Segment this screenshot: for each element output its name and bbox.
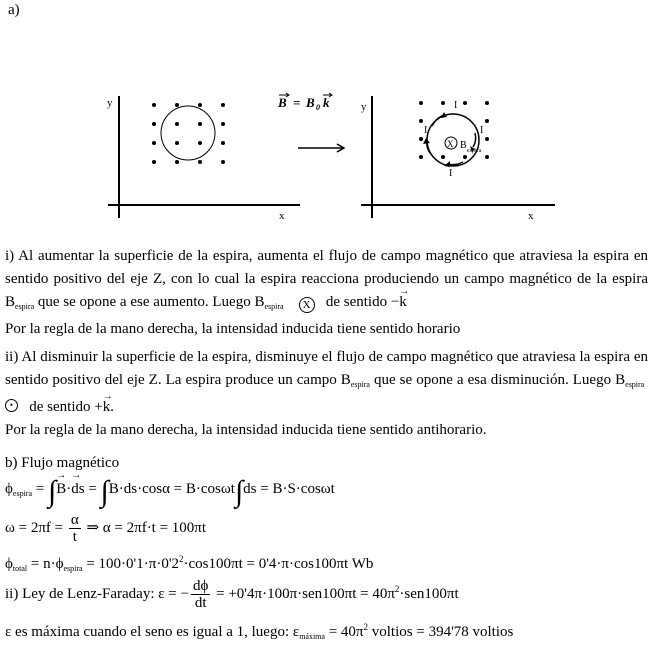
para-ii-sub1: espira xyxy=(350,380,370,389)
eq2-frac xyxy=(69,512,81,545)
field-dot xyxy=(221,122,225,126)
eq4-pow: 2 xyxy=(394,583,400,594)
eq3-rest2: ·cos100πt = 0'4·π·cos100πt Wb xyxy=(183,556,374,572)
right-x-label: x xyxy=(528,210,534,222)
eq2-left: ω = 2πf = xyxy=(5,519,67,536)
field-dot xyxy=(485,137,489,141)
field-dot xyxy=(198,122,202,126)
eq1-sub: espira xyxy=(12,489,33,498)
transition-arrow xyxy=(298,144,344,152)
eq1-rest: = xyxy=(84,481,101,497)
field-dot xyxy=(175,122,179,126)
eq2-den: t xyxy=(72,529,77,545)
eq4-mid: = +0'4π·100π·sen100πt = 40π xyxy=(212,585,395,602)
current-label-right: I xyxy=(480,125,484,136)
eq1-phi: ϕ xyxy=(5,481,13,497)
field-dot xyxy=(221,160,225,164)
eq-equals: = xyxy=(293,95,301,110)
eq2-num: α xyxy=(70,512,79,528)
current-label-bottom: I xyxy=(449,168,453,179)
eq4-den: dt xyxy=(194,595,207,611)
eq4-num: dϕ xyxy=(192,578,209,594)
field-dot xyxy=(175,160,179,164)
faraday-equation xyxy=(5,578,459,611)
field-dot xyxy=(485,119,489,123)
out-of-page-symbol: • xyxy=(5,399,18,412)
magnetic-flux-figure xyxy=(0,88,659,228)
left-diagram xyxy=(108,96,300,218)
para-ii-text1: ii) Al disminuir la superficie de la espira, disminuye el flujo de campo magnético que atraviesa la espira en sentido positivo del eje Z. La espira produce un campo B xyxy=(5,349,648,388)
eq-b0: B xyxy=(306,95,315,110)
field-dot xyxy=(441,101,445,105)
field-dot xyxy=(198,160,202,164)
eq4-left: ii) Ley de Lenz-Faraday: ε = − xyxy=(5,585,189,602)
unit-vector-k: → k xyxy=(399,291,407,314)
eq4-right: ·sen100πt xyxy=(399,585,459,602)
b-sub: espira xyxy=(467,148,482,154)
eq5-sub: máxima xyxy=(299,632,325,641)
para-i-text1: i) Al aumentar la superficie de la espira, aumenta el flujo de campo magnético que atraviesa la espira en sentido positivo del eje Z, con lo cual la espira reacciona produciendo un campo magnético de la espira B xyxy=(5,248,648,310)
part-a-label: a) xyxy=(8,2,20,18)
eq-sub0: 0 xyxy=(316,103,320,112)
para-i-text3: de sentido − xyxy=(322,294,400,310)
para-ii-text3: de sentido + xyxy=(25,399,103,415)
eq3-sub1: total xyxy=(12,564,28,573)
current-label-top: I xyxy=(454,100,458,111)
eq1-dot: · xyxy=(66,481,72,497)
field-equation xyxy=(277,95,330,112)
field-dot xyxy=(485,101,489,105)
eq-k: k xyxy=(323,95,330,110)
eq4-frac xyxy=(191,578,210,611)
field-dot xyxy=(152,122,156,126)
field-dot xyxy=(463,101,467,105)
eq1-rest2: B·ds·cosα = B·cosωt xyxy=(108,481,235,497)
part-b-heading: b) Flujo magnético xyxy=(5,455,120,471)
field-dot xyxy=(419,101,423,105)
eq1-eq: = xyxy=(32,481,48,497)
paragraph-ii xyxy=(5,346,648,442)
field-dots-left xyxy=(152,103,225,164)
eq3-mid: = n·ϕ xyxy=(27,556,64,572)
field-dot xyxy=(175,141,179,145)
para-i-sub2: espira xyxy=(264,302,284,311)
eq1-int3: ∫ xyxy=(234,475,244,508)
eq1-int2: ∫ xyxy=(100,475,109,508)
x-mark: X xyxy=(447,139,454,149)
eq-b: B xyxy=(278,95,287,110)
eq5-left: ε es máxima cuando el seno es igual a 1, luego: ε xyxy=(5,624,300,640)
para-ii-text2: que se opone a esa disminución. Luego B xyxy=(369,372,626,388)
eq3-pow: 2 xyxy=(179,554,184,564)
field-dot xyxy=(198,103,202,107)
field-dot xyxy=(419,119,423,123)
para-i-text2: que se opone a ese aumento. Luego B xyxy=(34,294,265,310)
para-ii-dot: . xyxy=(110,399,114,415)
left-x-label: x xyxy=(279,210,285,222)
paragraph-i xyxy=(5,245,648,341)
field-dot xyxy=(175,103,179,107)
para-ii-sub2: espira xyxy=(625,380,645,389)
b-label: B xyxy=(460,140,467,151)
eq1-ds-vec: → ds xyxy=(71,481,84,498)
eq3-phi: ϕ xyxy=(5,556,13,572)
right-y-label: y xyxy=(361,101,367,113)
field-dot xyxy=(419,137,423,141)
field-dot xyxy=(441,155,445,159)
into-page-symbol: X xyxy=(299,297,315,313)
eq5-mid: = 40π xyxy=(324,624,364,640)
field-dot xyxy=(152,103,156,107)
current-label-left: I xyxy=(424,125,428,136)
eq2-right: ⇒ α = 2πf·t = 100πt xyxy=(82,519,207,536)
field-dot xyxy=(152,160,156,164)
angular-frequency-equation xyxy=(5,512,206,545)
unit-vector-k: → k xyxy=(103,396,111,419)
eq1-rest3: ds = B·S·cosωt xyxy=(243,481,335,497)
para-i-conclusion: Por la regla de la mano derecha, la intensidad inducida tiene sentido horario xyxy=(5,321,461,337)
field-dot xyxy=(198,141,202,145)
field-dot xyxy=(152,141,156,145)
field-dot xyxy=(419,155,423,159)
loop-circle xyxy=(161,106,215,160)
field-dot xyxy=(221,141,225,145)
field-dot xyxy=(221,103,225,107)
eq5-right: voltios = 394'78 voltios xyxy=(368,624,514,640)
field-dot xyxy=(463,155,467,159)
flux-equation xyxy=(5,475,335,508)
field-dot xyxy=(485,155,489,159)
para-ii-conclusion: Por la regla de la mano derecha, la intensidad inducida tiene sentido antihorario. xyxy=(5,422,487,438)
eq1-int: ∫ xyxy=(47,475,57,508)
total-flux-equation xyxy=(5,554,373,573)
eq5-pow: 2 xyxy=(363,622,369,632)
eq1-b-vec: → B xyxy=(56,481,66,498)
max-emf-equation xyxy=(5,622,513,641)
eq3-rest: = 100·0'1·π·0'2 xyxy=(82,556,180,572)
eq3-sub2: espira xyxy=(63,564,83,573)
left-y-label: y xyxy=(107,97,113,109)
para-i-sub1: espira xyxy=(15,302,35,311)
right-diagram xyxy=(361,96,555,218)
